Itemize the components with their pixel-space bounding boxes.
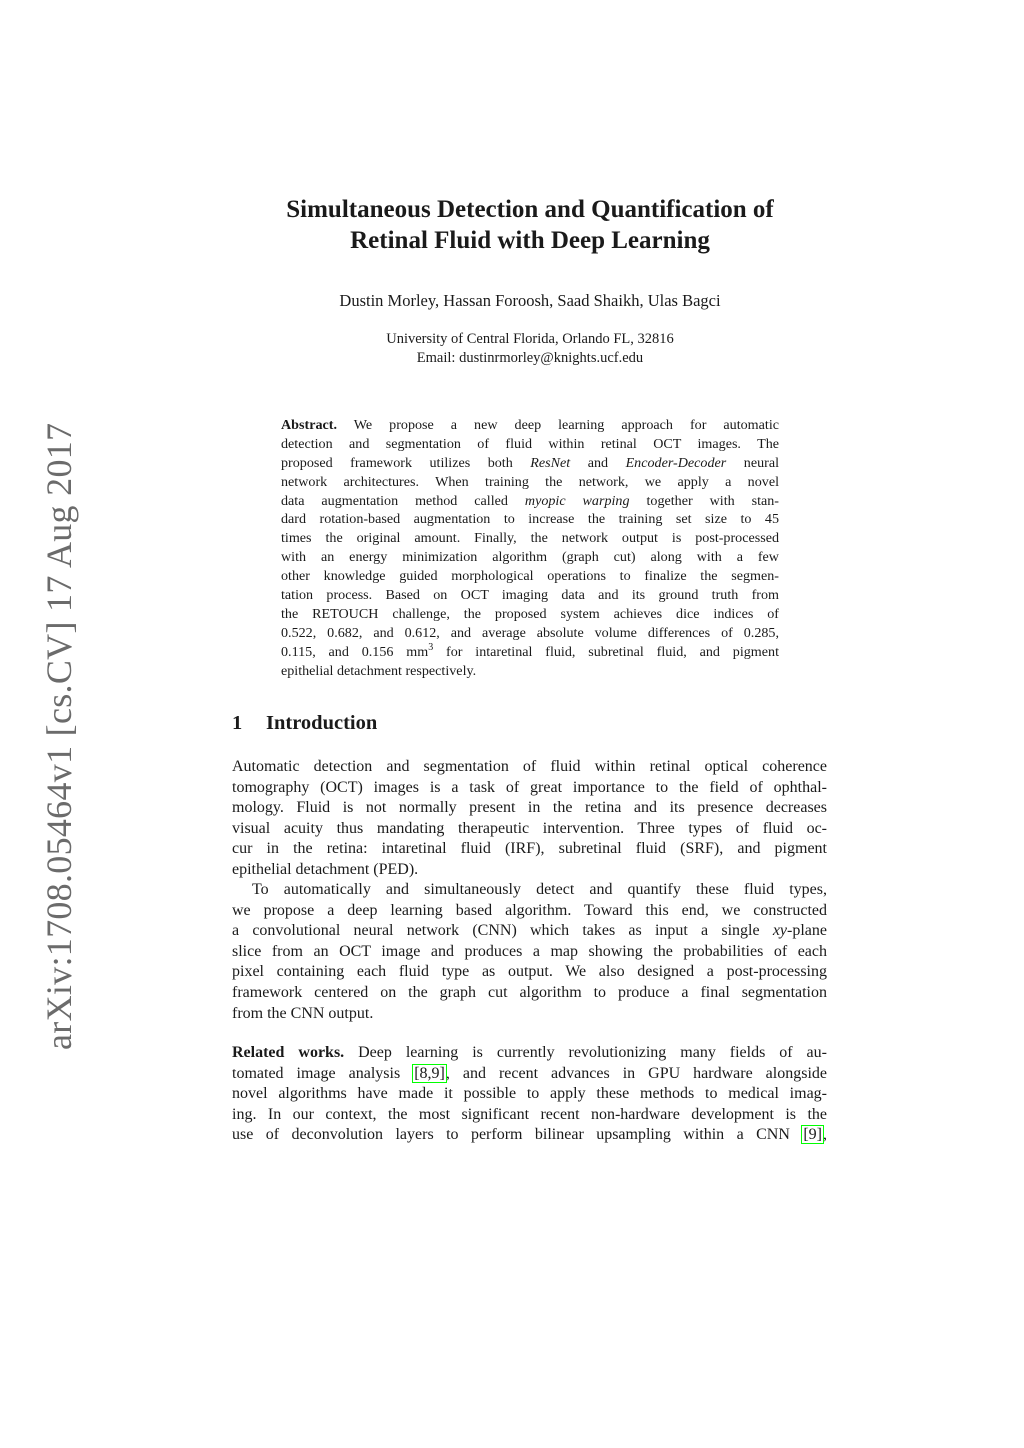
abstract-line: tation process. Based on OCT imaging data and its ground truth from: [281, 587, 779, 604]
abstract-text: data augmentation method called: [281, 492, 525, 509]
text-span: -plane: [787, 922, 827, 940]
paper-title: [200, 194, 860, 256]
abstract-line: with an energy minimization algorithm (graph cut) along with a few: [281, 549, 779, 566]
runin-heading: Related works.: [232, 1044, 345, 1061]
abstract-text: for intaretinal fluid, subretinal fluid, and pigment: [433, 643, 779, 660]
paragraph: [232, 880, 827, 1024]
abstract-line: times the original amount. Finally, the network output is post-processed: [281, 530, 779, 547]
paragraph: [232, 757, 827, 881]
abstract-line: [281, 492, 779, 511]
text-line: pixel containing each fluid type as output. We also designed a post-processing: [232, 963, 827, 981]
text-line: ing. In our context, the most significant recent non-hardware development is the: [232, 1105, 827, 1123]
abstract-line: 0.522, 0.682, and 0.612, and average absolute volume differences of 0.285,: [281, 624, 779, 641]
text-span: use of deconvolution layers to perform bilinear upsampling within a CNN: [232, 1126, 803, 1144]
text-line: framework centered on the graph cut algorithm to produce a final segmentation: [232, 983, 827, 1001]
citation-link[interactable]: [9]: [803, 1126, 822, 1144]
text-span: ,: [823, 1126, 827, 1144]
author-list: Dustin Morley, Hassan Foroosh, Saad Shaikh, Ulas Bagci: [339, 291, 721, 310]
abstract-text: proposed framework utilizes both: [281, 454, 531, 471]
section-title: Introduction: [266, 712, 378, 734]
abstract-label: Abstract.: [281, 417, 337, 433]
emphasis: xy: [772, 922, 788, 940]
emphasis: myopic warping: [524, 492, 630, 509]
text-line: from the CNN output.: [232, 1004, 374, 1022]
text-line: we propose a deep learning based algorithm. Toward this end, we constructed: [232, 901, 827, 919]
abstract-text: neural: [726, 454, 779, 471]
text-line: [232, 1064, 827, 1085]
title-line: Simultaneous Detection and Quantification of: [286, 196, 774, 223]
abstract-line: network architectures. When training the network, we apply a novel: [281, 473, 779, 490]
superscript: 3: [428, 641, 434, 653]
abstract-line: [281, 416, 779, 435]
section-number: 1: [232, 712, 243, 734]
text-line: To automatically and simultaneously detect and quantify these fluid types,: [252, 881, 827, 898]
arxiv-identifier: arXiv:1708.05464v1 [cs.CV] 17 Aug 2017: [39, 422, 79, 1050]
paragraph: [232, 1043, 827, 1146]
text-line: visual acuity thus mandating therapeutic intervention. Three types of fluid oc-: [232, 819, 827, 837]
text-line: novel algorithms have made it possible to apply these methods to medical imag-: [232, 1085, 827, 1103]
email: Email: dustinrmorley@knights.ucf.edu: [416, 350, 644, 366]
text-span: , and recent advances in GPU hardware alongside: [445, 1064, 827, 1082]
emphasis: ResNet: [530, 454, 571, 471]
text-line: [232, 1125, 827, 1146]
text-span: Deep learning is currently revolutionizing many fields of au-: [344, 1044, 827, 1061]
abstract-line: detection and segmentation of fluid within retinal OCT images. The: [281, 435, 779, 452]
text-span: a convolutional neural network (CNN) which takes as input a single: [232, 922, 773, 940]
abstract-line: epithelial detachment respectively.: [281, 662, 477, 679]
text-line: Automatic detection and segmentation of fluid within retinal optical coherence: [232, 758, 827, 775]
text-line: mology. Fluid is not normally present in the retina and its presence decreases: [232, 799, 827, 817]
abstract-line: other knowledge guided morphological operations to finalize the segmen-: [281, 568, 779, 585]
text-line: slice from an OCT image and produces a map showing the probabilities of each: [232, 942, 827, 960]
text-span: tomated image analysis: [232, 1064, 414, 1082]
abstract-text: We propose a new deep learning approach for automatic: [336, 417, 779, 433]
text-line: [232, 921, 827, 942]
text-line: [232, 1043, 827, 1064]
abstract: [281, 416, 779, 680]
abstract-text: and: [570, 454, 626, 471]
affiliation: University of Central Florida, Orlando FL, 32816: [386, 331, 674, 347]
abstract-line: [281, 454, 779, 473]
title-line: Retinal Fluid with Deep Learning: [350, 227, 710, 254]
emphasis: Encoder-Decoder: [625, 454, 727, 471]
abstract-line: the RETOUCH challenge, the proposed system achieves dice indices of: [281, 605, 779, 622]
abstract-text: together with stan-: [629, 492, 779, 509]
abstract-line: dard rotation-based augmentation to increase the training set size to 45: [281, 511, 779, 528]
citation-link[interactable]: [8,9]: [414, 1064, 445, 1082]
affiliation-block: [200, 330, 860, 368]
abstract-line: [281, 643, 779, 662]
abstract-text: 0.115, and 0.156 mm: [281, 643, 429, 660]
text-line: cur in the retina: intaretinal fluid (IRF), subretinal fluid (SRF), and pigment: [232, 840, 827, 858]
text-line: tomography (OCT) images is a task of great importance to the field of ophthal-: [232, 778, 827, 796]
section-heading: [232, 712, 832, 735]
text-line: epithelial detachment (PED).: [232, 860, 419, 878]
